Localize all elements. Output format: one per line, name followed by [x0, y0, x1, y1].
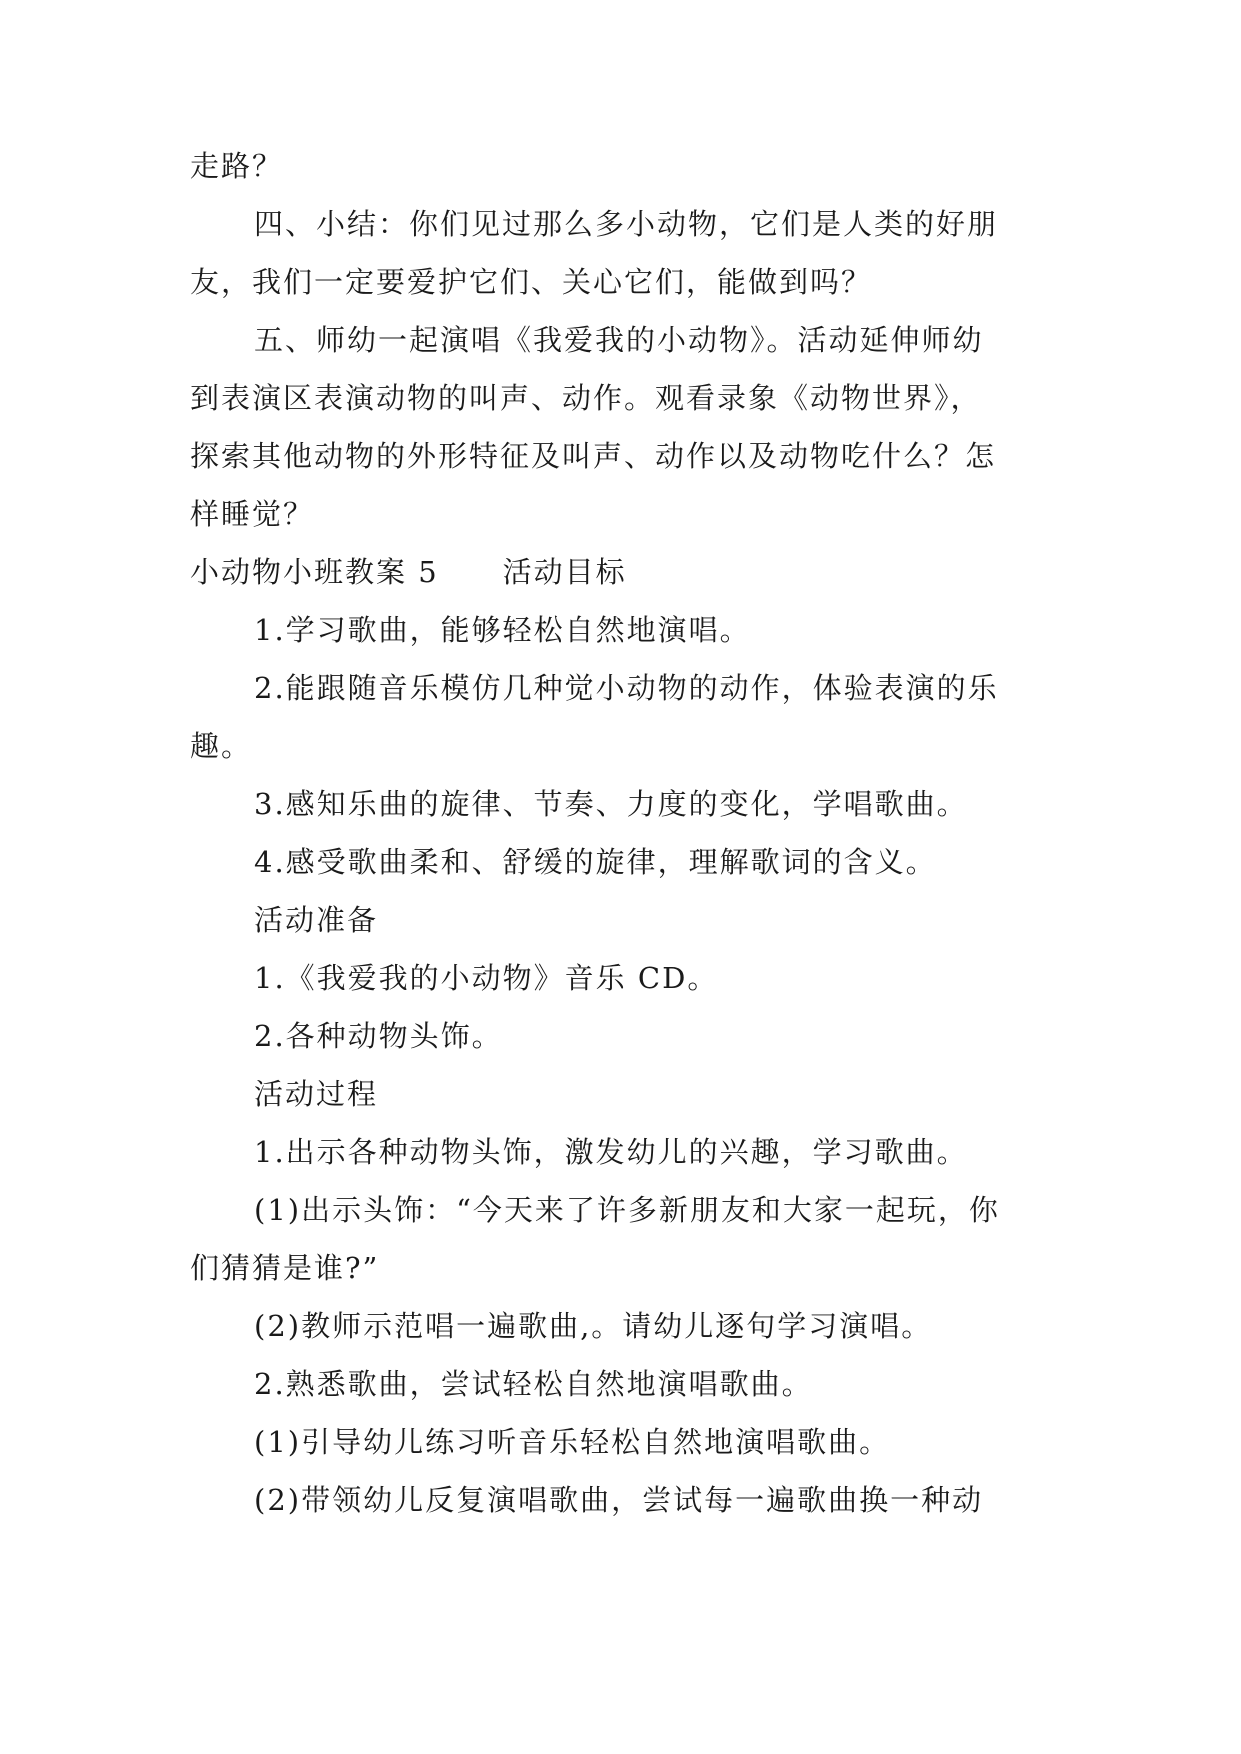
paragraph-line: 探索其他动物的外形特征及叫声、动作以及动物吃什么？怎 — [190, 439, 997, 473]
list-item: 1.出示各种动物头饰，激发幼儿的兴趣，学习歌曲。 — [254, 1135, 968, 1169]
subheading: 活动准备 — [254, 903, 379, 937]
list-item: (1)出示头饰：“今天来了许多新朋友和大家一起玩，你 — [254, 1193, 1000, 1227]
paragraph-line: 四、小结：你们见过那么多小动物，它们是人类的好朋 — [254, 207, 999, 241]
list-item: 2.熟悉歌曲，尝试轻松自然地演唱歌曲。 — [254, 1367, 813, 1401]
section-subtitle: 活动目标 — [502, 555, 627, 589]
list-item: (2)带领幼儿反复演唱歌曲，尝试每一遍歌曲换一种动 — [254, 1483, 984, 1517]
list-item: 1.《我爱我的小动物》音乐 CD。 — [254, 961, 719, 995]
paragraph-line: 样睡觉？ — [190, 497, 315, 531]
paragraph-line: 趣。 — [190, 729, 253, 763]
paragraph-line: 友，我们一定要爱护它们、关心它们，能做到吗？ — [190, 265, 873, 299]
paragraph-line: 到表演区表演动物的叫声、动作。观看录象《动物世界》， — [190, 381, 982, 415]
section-heading — [190, 552, 627, 592]
section-title: 小动物小班教案 5 — [190, 555, 439, 589]
list-item: 2.能跟随音乐模仿几种觉小动物的动作，体验表演的乐 — [254, 671, 999, 705]
paragraph-line: 走路？ — [190, 149, 284, 183]
list-item: 3.感知乐曲的旋律、节奏、力度的变化，学唱歌曲。 — [254, 787, 968, 821]
paragraph-line: 五、师幼一起演唱《我爱我的小动物》。活动延伸师幼 — [254, 323, 984, 357]
list-item: (1)引导幼儿练习听音乐轻松自然地演唱歌曲。 — [254, 1425, 891, 1459]
paragraph-line: 们猜猜是谁?” — [190, 1251, 380, 1285]
list-item: (2)教师示范唱一遍歌曲,。请幼儿逐句学习演唱。 — [254, 1309, 933, 1343]
list-item: 2.各种动物头饰。 — [254, 1019, 503, 1053]
list-item: 1.学习歌曲，能够轻松自然地演唱。 — [254, 613, 751, 647]
subheading: 活动过程 — [254, 1077, 379, 1111]
list-item: 4.感受歌曲柔和、舒缓的旋律，理解歌词的含义。 — [254, 845, 937, 879]
